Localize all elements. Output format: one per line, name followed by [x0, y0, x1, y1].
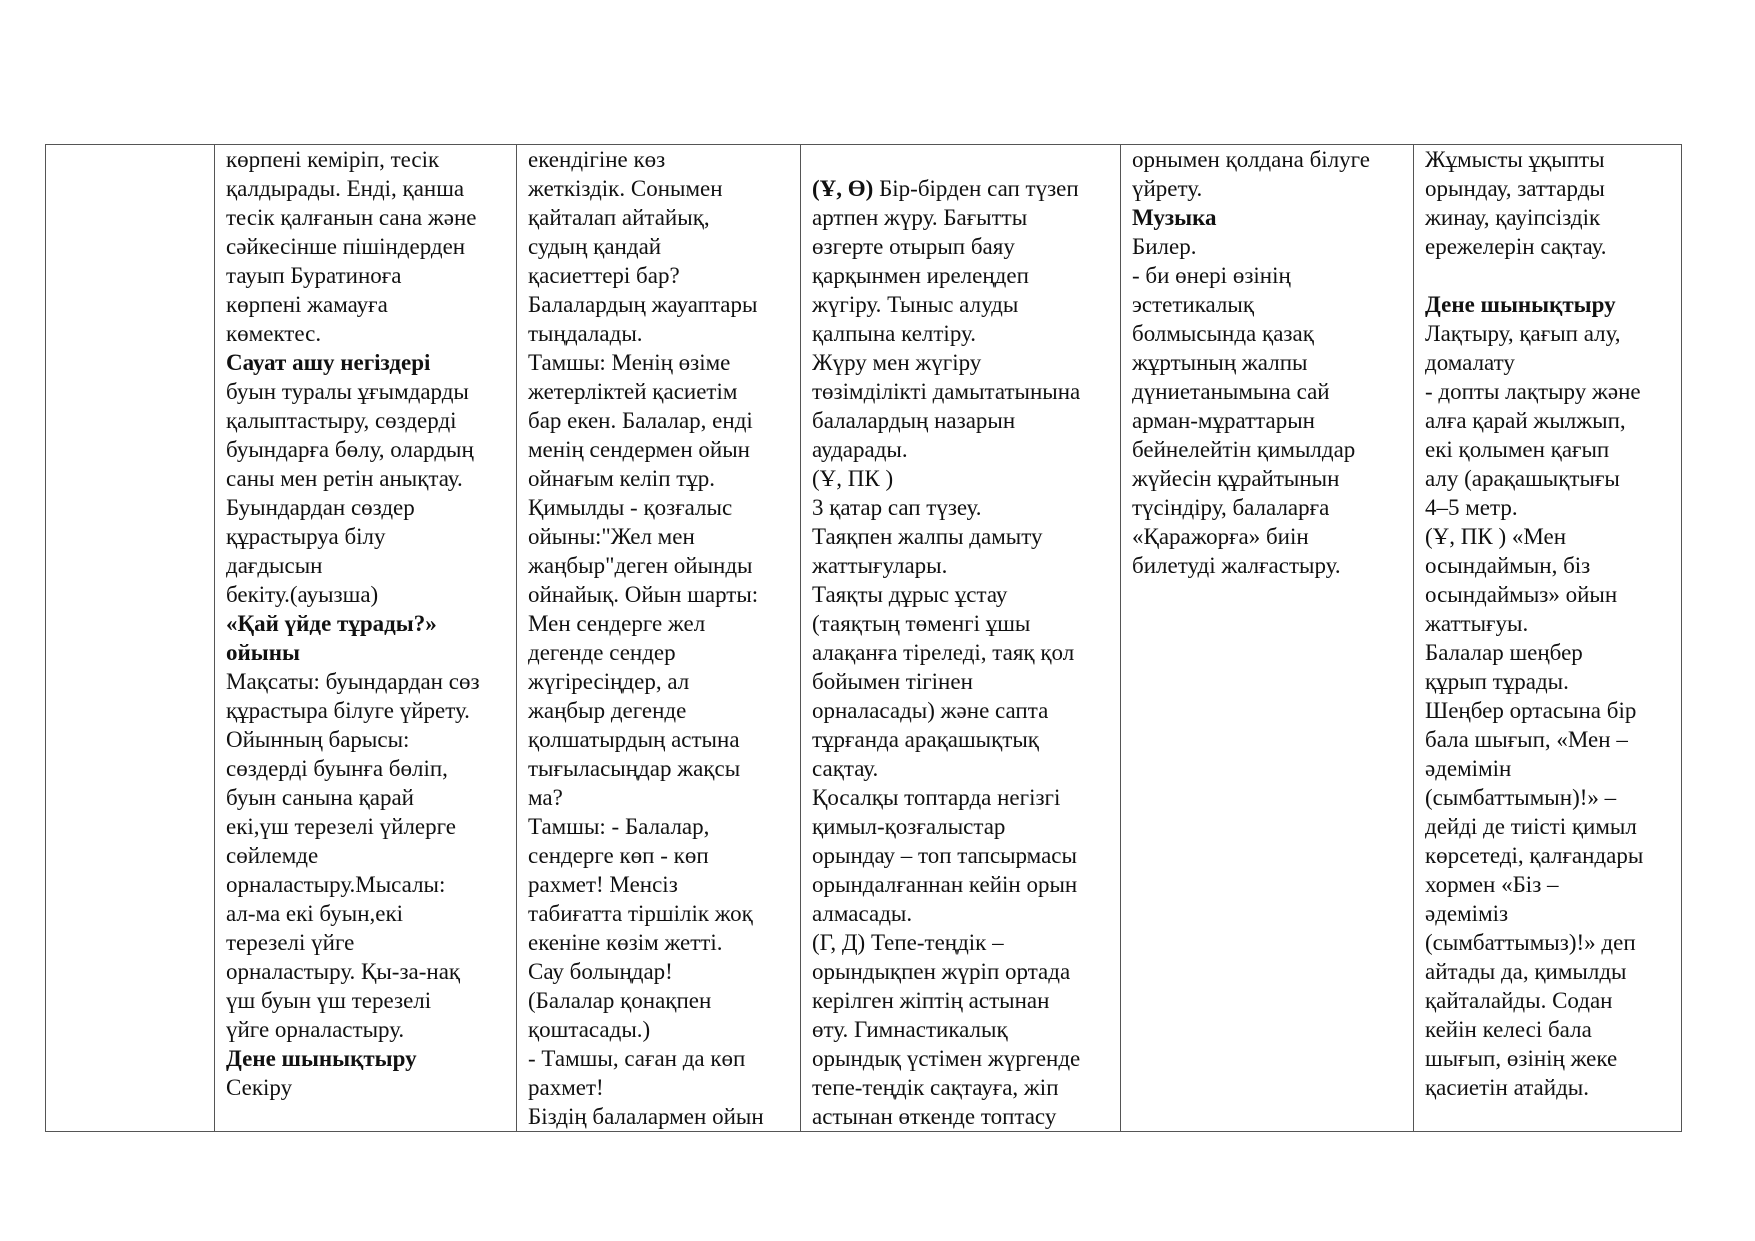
text-line: орындау, заттарды: [1425, 176, 1605, 201]
dialogue-column-cell: [517, 145, 801, 1132]
text-line: Мен сендерге жел: [528, 611, 706, 636]
text-line: үш буын үш терезелі: [226, 988, 432, 1013]
text-line: менің сендермен ойын: [528, 437, 750, 462]
text-line: айтады да, қимылды: [1425, 959, 1627, 984]
text-line: жаңбыр дегенде: [528, 698, 687, 723]
game-title: ойыны: [226, 640, 300, 665]
text-line: орындалғаннан кейін орын: [812, 872, 1078, 897]
physical-exercises-column-cell: [801, 145, 1121, 1132]
text-line: жұртының жалпы: [1132, 350, 1308, 375]
text-line: көрпені кеміріп, тесік: [226, 147, 440, 172]
text-line: Секіру: [226, 1075, 293, 1100]
text-line: (сымбаттымыз)!» деп: [1425, 930, 1636, 955]
text-line: орындау – топ тапсырмасы: [812, 843, 1077, 868]
group-marker: (Ұ, Ө): [812, 176, 874, 201]
text-line: екі,үш терезелі үйлерге: [226, 814, 456, 839]
text-line: құрастыруа білу: [226, 524, 386, 549]
text-line: ойнағым келіп тұр.: [528, 466, 716, 491]
text-line: орналастыру.Мысалы:: [226, 872, 446, 897]
text-line: Шеңбер ортасына бір: [1425, 698, 1637, 723]
text-line: тепе-теңдік сақтауға, жіп: [812, 1075, 1059, 1100]
text-line: қалпына келтіру.: [812, 321, 976, 346]
text-line: буын туралы ұғымдарды: [226, 379, 469, 404]
text-line: Балалар шеңбер: [1425, 640, 1583, 665]
text-line: табиғатта тіршілік жоқ: [528, 901, 753, 926]
text-line: - би өнері өзінің: [1132, 263, 1291, 288]
text-line: ойнайық. Ойын шарты:: [528, 582, 759, 607]
text-line: әдеміміз: [1425, 901, 1509, 926]
work-and-pe-column-cell: [1414, 145, 1682, 1132]
text-line: (Ұ, ПК ) «Мен: [1425, 524, 1567, 549]
text-line: орналасады) және сапта: [812, 698, 1049, 723]
blank-line: [1425, 261, 1671, 290]
text-line: екеніне көзім жетті.: [528, 930, 723, 955]
subject-heading: Дене шынықтыру: [1425, 292, 1616, 317]
text-line: бейнелейтін қимылдар: [1132, 437, 1356, 462]
text-line: осындаймын, біз: [1425, 553, 1591, 578]
text-line: сәйкесінше пішіндерден: [226, 234, 466, 259]
text-line: рахмет! Менсіз: [528, 872, 678, 897]
text-line: орындықпен жүріп ортада: [812, 959, 1071, 984]
table-row: [46, 145, 1682, 1132]
text-line: Сау болыңдар!: [528, 959, 673, 984]
text-line: орындық үстімен жүргенде: [812, 1046, 1081, 1071]
text-line: аударады.: [812, 437, 908, 462]
text-line: жетерліктей қасиетім: [528, 379, 738, 404]
text-line: артпен жүру. Бағытты: [812, 205, 1028, 230]
text-line: қоштасады.): [528, 1017, 651, 1042]
text-line: Қимылды - қозғалыс: [528, 495, 733, 520]
text-line: көмектес.: [226, 321, 322, 346]
text-line: сақтау.: [812, 756, 879, 781]
text-line: Буындардан сөздер: [226, 495, 415, 520]
text-line: орналастыру. Қы-за-нақ: [226, 959, 461, 984]
text-line: сөйлемде: [226, 843, 319, 868]
text-line: үйрету.: [1132, 176, 1203, 201]
text-line: екі қолымен қағып: [1425, 437, 1610, 462]
text-line: қарқынмен ирелеңдеп: [812, 263, 1029, 288]
text-line: Біздің балалармен ойын: [528, 1104, 764, 1129]
subject-heading: Сауат ашу негіздері: [226, 350, 431, 375]
text-line: астынан өткенде топтасу: [812, 1104, 1057, 1129]
text-line: жүгіресіңдер, ал: [528, 669, 690, 694]
text-line: дегенде сендер: [528, 640, 676, 665]
text-line: домалату: [1425, 350, 1515, 375]
text-line: қалыптастыру, сөздерді: [226, 408, 457, 433]
text-line: үйге орналастыру.: [226, 1017, 405, 1042]
text-line: әдемімін: [1425, 756, 1512, 781]
text-line: құрастыра білуге үйрету.: [226, 698, 470, 723]
blank-line: [812, 145, 1110, 174]
text-line: жинау, қауіпсіздік: [1425, 205, 1601, 230]
music-column-cell: [1121, 145, 1414, 1132]
text-line: дағдысын: [226, 553, 323, 578]
text-line: құрып тұрады.: [1425, 669, 1569, 694]
text-line: (Ұ, ПК ): [812, 466, 894, 491]
text-line: кейін келесі бала: [1425, 1017, 1592, 1042]
text-line: жаңбыр"деген ойынды: [528, 553, 753, 578]
text-line: алу (арақашықтығы: [1425, 466, 1620, 491]
text-line: көрсетеді, қалғандары: [1425, 843, 1644, 868]
text-line: шығып, өзінің жеке: [1425, 1046, 1618, 1071]
text-line: қайталап айтайық,: [528, 205, 710, 230]
text-line: дүниетанымына сай: [1132, 379, 1330, 404]
text-line: Лақтыру, қағып алу,: [1425, 321, 1621, 346]
text-line: осындаймыз» ойын: [1425, 582, 1618, 607]
text-line: болмысында қазақ: [1132, 321, 1314, 346]
text-line: тыңдалады.: [528, 321, 643, 346]
text-line: «Қаражорға» биін: [1132, 524, 1309, 549]
text-line: Тамшы: Менің өзіме: [528, 350, 731, 375]
text-line: Жүру мен жүгіру: [812, 350, 982, 375]
text-line: жүгіру. Тыныс алуды: [812, 292, 1019, 317]
text-fragment: Бір-бірден сап түзеп: [873, 176, 1079, 201]
text-line: тығыласыңдар жақсы: [528, 756, 741, 781]
text-line: дейді де тиісті қимыл: [1425, 814, 1637, 839]
text-line: жаттығулары.: [812, 553, 948, 578]
text-line: Таяқты дұрыс ұстау: [812, 582, 1008, 607]
text-line: алға қарай жылжып,: [1425, 408, 1626, 433]
text-line: ма?: [528, 785, 563, 810]
text-line: төзімділікті дамытатынына: [812, 379, 1081, 404]
text-line: - Тамшы, саған да көп: [528, 1046, 746, 1071]
text-line: терезелі үйге: [226, 930, 355, 955]
text-line: қолшатырдың астына: [528, 727, 740, 752]
text-line: бар екен. Балалар, енді: [528, 408, 753, 433]
empty-first-column-cell: [46, 145, 215, 1132]
text-line: рахмет!: [528, 1075, 604, 1100]
text-line: өзгерте отырып баяу: [812, 234, 1015, 259]
text-line: судың қандай: [528, 234, 662, 259]
text-line: 3 қатар сап түзеу.: [812, 495, 982, 520]
text-line: жеткіздік. Сонымен: [528, 176, 723, 201]
text-line: (Г, Д) Тепе-теңдік –: [812, 930, 1004, 955]
math-literacy-column-cell: [215, 145, 517, 1132]
text-line: қайталайды. Содан: [1425, 988, 1613, 1013]
text-line: бала шығып, «Мен –: [1425, 727, 1628, 752]
text-line: Билер.: [1132, 234, 1197, 259]
text-line: Мақсаты: буындардан сөз: [226, 669, 480, 694]
text-line: жүйесін құрайтынын: [1132, 466, 1340, 491]
text-line: [812, 174, 1110, 203]
text-line: (Балалар қонақпен: [528, 988, 712, 1013]
subject-heading: Дене шынықтыру: [226, 1046, 417, 1071]
text-line: саны мен ретін анықтау.: [226, 466, 463, 491]
text-line: қимыл-қозғалыстар: [812, 814, 1006, 839]
text-line: қалдырады. Енді, қанша: [226, 176, 465, 201]
text-line: бойымен тігінен: [812, 669, 973, 694]
text-line: тауып Буратиноға: [226, 263, 402, 288]
text-line: алмасады.: [812, 901, 913, 926]
text-line: өту. Гимнастикалық: [812, 1017, 1008, 1042]
text-line: Қосалқы топтарда негізгі: [812, 785, 1061, 810]
text-line: қасиеттері бар?: [528, 263, 680, 288]
text-line: керілген жіптің астынан: [812, 988, 1050, 1013]
text-line: балалардың назарын: [812, 408, 1016, 433]
text-line: ойыны:"Жел мен: [528, 524, 695, 549]
text-line: түсіндіру, балаларға: [1132, 495, 1330, 520]
text-line: ережелерін сақтау.: [1425, 234, 1607, 259]
text-line: 4–5 метр.: [1425, 495, 1518, 520]
text-line: жаттығуы.: [1425, 611, 1529, 636]
text-line: екендігіне көз: [528, 147, 666, 172]
text-line: көрпені жамауға: [226, 292, 388, 317]
text-line: Ойынның барысы:: [226, 727, 410, 752]
game-title: «Қай үйде тұрады?»: [226, 611, 437, 636]
text-line: Тамшы: - Балалар,: [528, 814, 710, 839]
text-line: орнымен қолдана білуге: [1132, 147, 1371, 172]
text-line: буындарға бөлу, олардың: [226, 437, 474, 462]
lesson-plan-table: [45, 144, 1682, 1132]
text-line: сендерге көп - көп: [528, 843, 709, 868]
text-line: алақанға тіреледі, таяқ қол: [812, 640, 1075, 665]
text-line: тұрғанда арақашықтық: [812, 727, 1039, 752]
text-line: эстетикалық: [1132, 292, 1255, 317]
text-line: (таяқтың төменгі ұшы: [812, 611, 1031, 636]
text-line: қасиетін атайды.: [1425, 1075, 1589, 1100]
text-line: билетуді жалғастыру.: [1132, 553, 1341, 578]
text-line: сөздерді буынға бөліп,: [226, 756, 448, 781]
text-line: Таяқпен жалпы дамыту: [812, 524, 1043, 549]
text-line: хормен «Біз –: [1425, 872, 1559, 897]
text-line: ал-ма екі буын,екі: [226, 901, 404, 926]
subject-heading: Музыка: [1132, 205, 1217, 230]
text-line: Жұмысты ұқыпты: [1425, 147, 1605, 172]
text-line: Балалардың жауаптары: [528, 292, 758, 317]
text-line: тесік қалғанын сана және: [226, 205, 477, 230]
text-line: бекіту.(ауызша): [226, 582, 379, 607]
text-line: буын санына қарай: [226, 785, 414, 810]
text-line: арман-мұраттарын: [1132, 408, 1315, 433]
text-line: - допты лақтыру және: [1425, 379, 1641, 404]
text-line: (сымбаттымын)!» –: [1425, 785, 1617, 810]
